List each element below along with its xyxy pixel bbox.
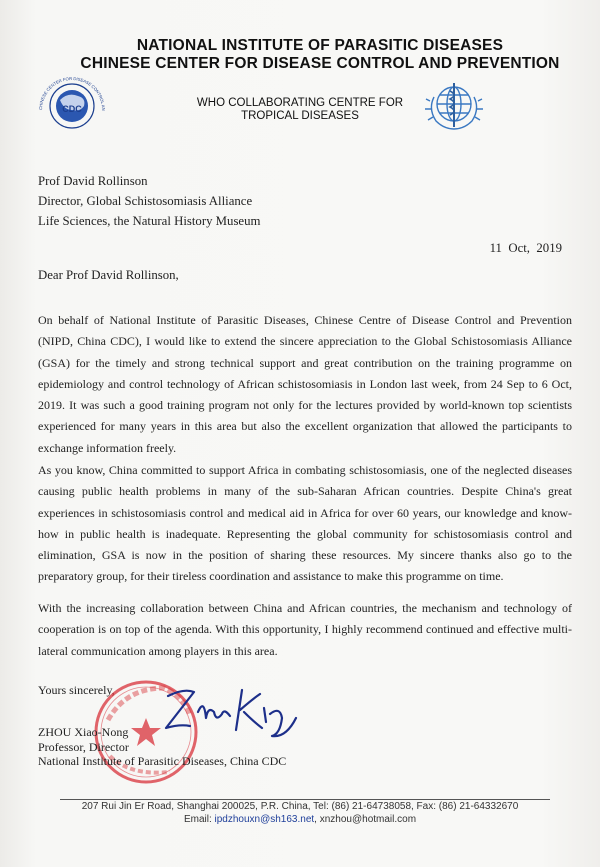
signatory-block bbox=[38, 725, 286, 769]
salutation: Dear Prof David Rollinson, bbox=[38, 268, 179, 282]
body-paragraph-1: On behalf of National Institute of Parasitic Diseases, Chinese Centre of Disease Control and Prevention (NIPD, China CDC), I would like to extend the sincere appreciation to the Global Schistosomiasis Alliance (GSA) for the timely and strong technical support and great contribution on the training programme on epidemiology and control technology of African schistosomiasis in London last week, from 24 Sep to 6 Oct, 2019. It was such a good training program not only for the lectures provided by world-known top scientists experienced for many years in this area but also the excellent organization that allowed the participants to exchange information freely. bbox=[38, 313, 572, 455]
recipient-name: Prof David Rollinson bbox=[38, 174, 148, 188]
footer-contact bbox=[0, 814, 600, 825]
who-emblem-icon bbox=[420, 77, 488, 135]
signatory-name: ZHOU Xiao-Nong bbox=[38, 725, 129, 739]
body-paragraph-2: As you know, China committed to support Africa in combating schistosomiasis, one of the neglected diseases causing public health problems in many of the sub-Saharan African countries. Despite China's great experiences in schistosomiasis control and medical aid in Africa for over 60 years, our knowledge and know-how in public health is inadequate. Representing the global community for schistosomiasis control and elimination, GSA is now in the position of sharing these resources. My sincere thanks also go to the preparatory group, for their tireless coordination and assistance to make this programme on time. bbox=[38, 463, 572, 584]
recipient-organization: Life Sciences, the Natural History Museum bbox=[38, 214, 261, 228]
recipient-block bbox=[38, 171, 260, 231]
email-link-secondary[interactable]: xnzhou@hotmail.com bbox=[319, 814, 417, 825]
footer-divider bbox=[60, 799, 550, 800]
signatory-title: Professor, Director bbox=[38, 739, 129, 754]
who-line-2: TROPICAL DISEASES bbox=[241, 110, 359, 122]
body-paragraph-3: With the increasing collaboration between China and African countries, the mechanism and technology of cooperation is on top of the agenda. With this opportunity, I highly recommend continued and effective multi-lateral communication among players in this area. bbox=[38, 601, 572, 658]
letter-date: 11 Oct, 2019 bbox=[489, 241, 562, 255]
cdc-logo-icon bbox=[28, 66, 118, 142]
email-separator: , bbox=[314, 814, 320, 825]
who-centre-label bbox=[170, 97, 430, 123]
email-link-primary[interactable]: ipdzhouxn@sh163.net bbox=[214, 814, 315, 825]
who-line-1: WHO COLLABORATING CENTRE FOR bbox=[196, 97, 404, 109]
email-label: Email: bbox=[183, 814, 215, 825]
cdc-logo-text: CDC bbox=[62, 104, 82, 114]
footer-address: 207 Rui Jin Er Road, Shanghai 200025, P.R. China, Tel: (86) 21-64738058, Fax: (86) 21-64332670 bbox=[81, 801, 519, 812]
cdc-ring-text: CHINESE CENTER FOR DISEASE CONTROL AN bbox=[37, 75, 107, 111]
institute-title: NATIONAL INSTITUTE OF PARASITIC DISEASES bbox=[136, 37, 504, 54]
recipient-title: Director, Global Schistosomiasis Alliance bbox=[38, 194, 253, 208]
signatory-organization: National Institute of Parasitic Diseases, China CDC bbox=[38, 754, 287, 768]
center-title: CHINESE CENTER FOR DISEASE CONTROL AND PREVENTION bbox=[80, 55, 560, 72]
closing: Yours sincerely, bbox=[38, 683, 115, 697]
